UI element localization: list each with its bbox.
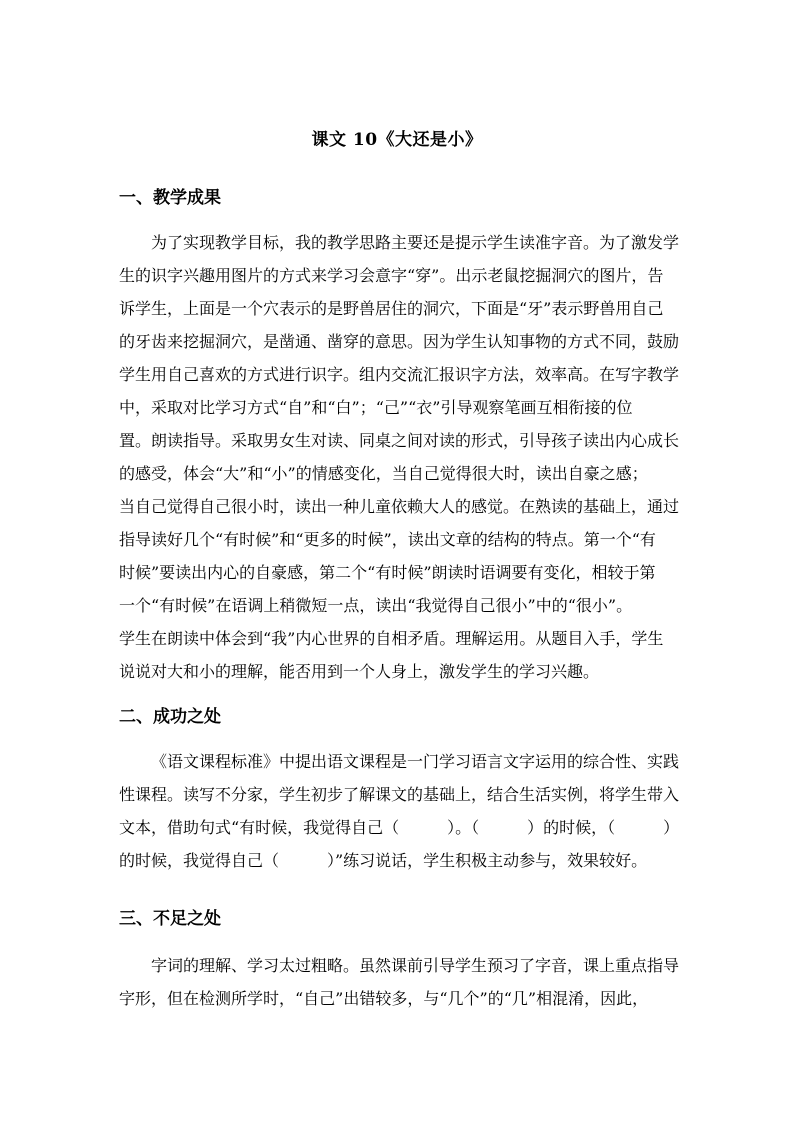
paragraph-line: 中，采取对比学习方式“自”和“白”；“己”“衣”引导观察笔画互相衔接的位: [119, 398, 633, 417]
paragraph-line: 《语文课程标准》中提出语文课程是一门学习语言文字运用的综合性、实践: [151, 752, 680, 771]
paragraph-line: 一个“有时候”在语调上稍微短一点，读出“我觉得自己很小”中的“很小”。: [119, 596, 633, 615]
paragraph-line: 学生用自己喜欢的方式进行识字。组内交流汇报识字方法，效率高。在写字教学: [119, 365, 680, 384]
paragraph-line: 字形，但在检测所学时，“自己”出错较多，与“几个”的“几”相混淆，因此，: [119, 989, 649, 1008]
paragraph-line: 的时候，我觉得自己（ ）”练习说话，学生积极主动参与，效果较好。: [119, 851, 648, 870]
paragraph-line: 当自己觉得自己很小时，读出一种儿童依赖大人的感觉。在熟读的基础上，通过: [119, 497, 680, 516]
paragraph-line: 说说对大和小的理解，能否用到一个人身上，激发学生的学习兴趣。: [119, 662, 600, 681]
paragraph-line: 字词的理解、学习太过粗略。虽然课前引导学生预习了字音，课上重点指导: [151, 956, 680, 975]
paragraph-line: 的感受，体会“大”和“小”的情感变化，当自己觉得很大时，读出自豪之感；: [119, 464, 648, 483]
section-heading-shortcomings: 三、不足之处: [119, 909, 221, 929]
paragraph-line: 置。朗读指导。采取男女生对读、同桌之间对读的形式，引导孩子读出内心成长: [119, 431, 680, 450]
paragraph-line: 生的识字兴趣用图片的方式来学习会意字“穿”。出示老鼠挖掘洞穴的图片，告: [119, 266, 664, 285]
paragraph-line: 时候”要读出内心的自豪感，第二个“有时候”朗读时语调要有变化，相较于第: [119, 563, 656, 582]
paragraph-line: 文本，借助句式“有时候，我觉得自己（ ）。（ ）的时候，（ ）: [119, 818, 680, 837]
paragraph-line: 指导读好几个“有时候”和“更多的时候”，读出文章的结构的特点。第一个“有: [119, 530, 656, 549]
section-heading-successes: 二、成功之处: [119, 707, 221, 727]
paragraph-line: 为了实现教学目标，我的教学思路主要还是提示学生读准字音。为了激发学: [151, 233, 680, 252]
paragraph-line: 学生在朗读中体会到“我”内心世界的自相矛盾。理解运用。从题目入手，学生: [119, 629, 664, 648]
document-title: 课文 10《大还是小》: [311, 130, 483, 150]
paragraph-line: 的牙齿来挖掘洞穴，是凿通、凿穿的意思。因为学生认知事物的方式不同，鼓励: [119, 332, 680, 351]
paragraph-line: 性课程。读写不分家，学生初步了解课文的基础上，结合生活实例，将学生带入: [119, 785, 680, 804]
paragraph-line: 诉学生，上面是一个穴表示的是野兽居住的洞穴，下面是“牙”表示野兽用自己: [119, 299, 664, 318]
section-heading-achievements: 一、教学成果: [119, 188, 221, 208]
